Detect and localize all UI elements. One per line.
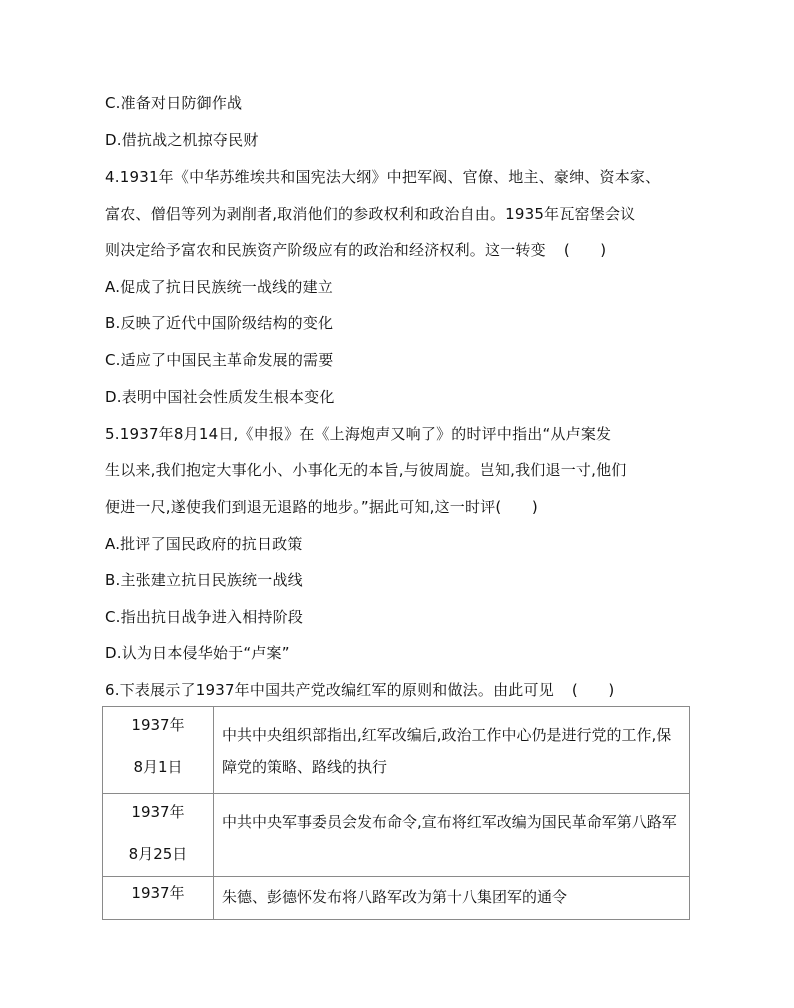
q5-stem-line-1: 5.1937年8月14日,《申报》在《上海炮声又响了》的时评中指出“从卢案发 [105,425,612,443]
q4-option-a: A.促成了抗日民族统一战线的建立 [105,278,333,296]
table-date-cell [103,794,214,877]
table-date-cell [103,707,214,794]
q5-stem-line-3: 便进一尺,遂使我们到退无退路的地步。”据此可知,这一时评( ) [105,498,538,516]
date-month-day: 8月25日 [128,845,188,863]
q4-stem-text: 则决定给予富农和民族资产阶级应有的政治和经济权利。这一转变 [105,241,546,259]
q3-option-d: D.借抗战之机掠夺民财 [105,131,259,149]
q5-option-a: A.批评了国民政府的抗日政策 [105,535,303,553]
q5-option-d: D.认为日本侵华始于“卢案” [105,644,290,662]
q4-option-d: D.表明中国社会性质发生根本变化 [105,388,335,406]
date-year: 1937年 [131,716,185,734]
date-year: 1937年 [131,884,185,902]
table-content-cell: 朱德、彭德怀发布将八路军改为第十八集团军的通令 [214,877,690,920]
q4-stem-line-2: 富农、僧侣等列为剥削者,取消他们的参政权利和政治自由。1935年瓦窑堡会议 [105,205,636,223]
q5-option-b: B.主张建立抗日民族统一战线 [105,571,303,589]
table-row [103,877,690,920]
q6-table [102,706,690,920]
q5-stem-line-2: 生以来,我们抱定大事化小、小事化无的本旨,与彼周旋。岂知,我们退一寸,他们 [105,461,627,479]
table-content-cell: 中共中央组织部指出,红军改编后,政治工作中心仍是进行党的工作,保障党的策略、路线的执行 [214,707,690,794]
q4-answer-blank: ( ) [563,241,607,259]
table-row [103,794,690,877]
q4-stem-line-1: 4.1931年《中华苏维埃共和国宪法大纲》中把军阀、官僚、地主、豪绅、资本家、 [105,168,661,186]
q4-option-b: B.反映了近代中国阶级结构的变化 [105,314,334,332]
table-date-cell [103,877,214,920]
q3-option-c: C.准备对日防御作战 [105,94,243,112]
q6-answer-blank: ( ) [571,681,615,699]
q4-stem-line-3 [105,240,606,260]
date-month-day: 8月1日 [133,758,183,776]
q5-option-c: C.指出抗日战争进入相持阶段 [105,608,304,626]
table-row [103,707,690,794]
q6-stem-text: 6.下表展示了1937年中国共产党改编红军的原则和做法。由此可见 [105,681,554,699]
q4-option-c: C.适应了中国民主革命发展的需要 [105,351,334,369]
q6-stem-line-1 [105,680,614,700]
date-year: 1937年 [131,803,185,821]
table-content-cell: 中共中央军事委员会发布命令,宣布将红军改编为国民革命军第八路军 [214,794,690,877]
